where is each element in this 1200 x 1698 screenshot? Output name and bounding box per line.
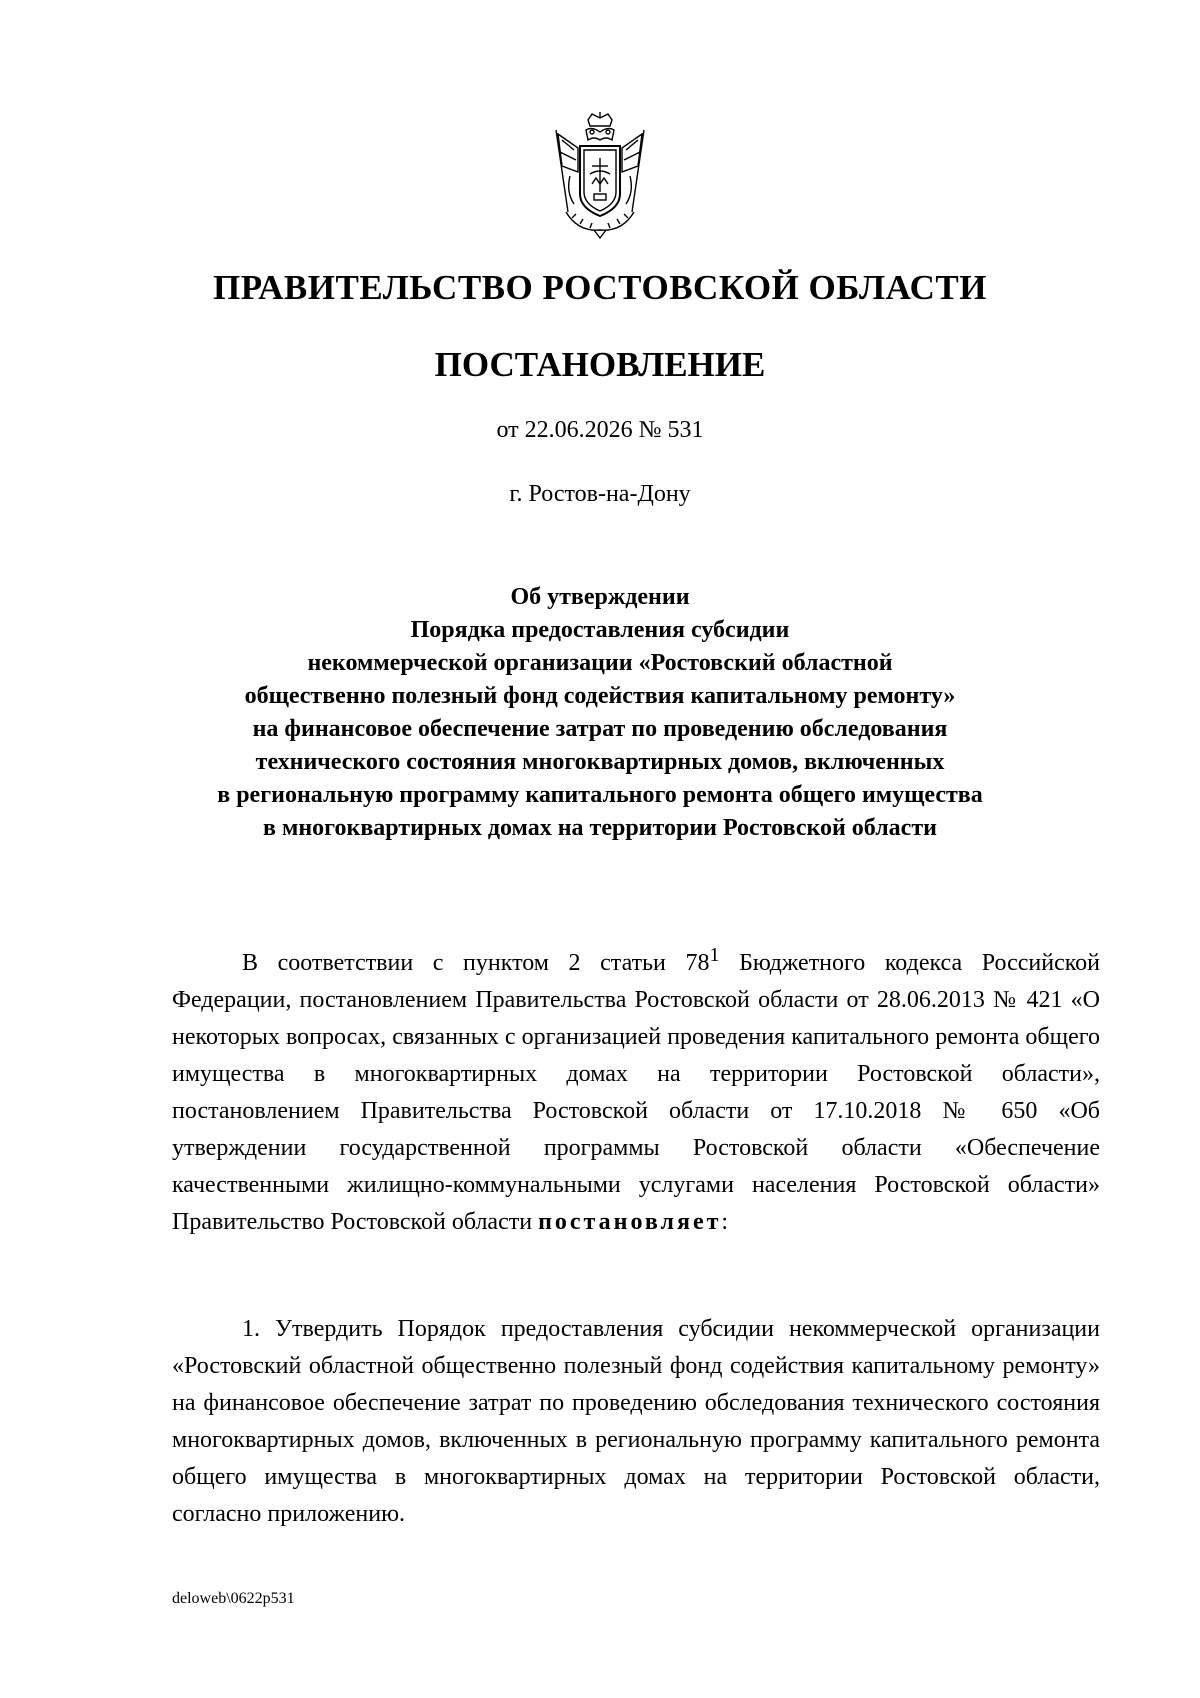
government-title: ПРАВИТЕЛЬСТВО РОСТОВСКОЙ ОБЛАСТИ bbox=[213, 268, 987, 307]
subject-line: технического состояния многоквартирных домов, включенных bbox=[255, 749, 945, 775]
subject-line: Порядка предоставления субсидии bbox=[410, 617, 790, 643]
preamble-text: Бюджетного кодекса Российской Федерации, постановлением Правительства Ростовской области от 28.06.2013 № 421 «О некоторых вопросах, связанных с организацией проведения капитального ремонта общего имущества в многоквартирных домах на территории Ростовской области», постановлением Правительства Ростовской области от 17.10.2018 № 650 «Об утверждении государственной программы Ростовской области «Обеспечение качественными жилищно-коммунальными услугами населения Ростовской области» Правительство Ростовской области bbox=[172, 950, 1101, 1235]
article-superscript: 1 bbox=[709, 944, 720, 966]
preamble-paragraph bbox=[172, 937, 1100, 1241]
resolves-keyword: постановляет bbox=[538, 1209, 722, 1235]
subject-line: в региональную программу капитального ремонта общего имущества bbox=[217, 782, 983, 808]
subject-line: на финансовое обеспечение затрат по проведению обследования bbox=[252, 716, 948, 742]
subject-line: Об утверждении bbox=[510, 584, 690, 610]
subject-line: общественно полезный фонд содействия капитальному ремонту» bbox=[244, 683, 956, 709]
subject-line: в многоквартирных домах на территории Ростовской области bbox=[263, 815, 937, 841]
preamble-start: В соответствии с пунктом 2 статьи 78 bbox=[242, 950, 710, 976]
coat-of-arms-icon bbox=[548, 112, 652, 240]
document-city: г. Ростов-на-Дону bbox=[509, 481, 691, 507]
document-date-number: от 22.06.2026 № 531 bbox=[496, 417, 704, 443]
document-type-title: ПОСТАНОВЛЕНИЕ bbox=[434, 345, 766, 384]
document-subject bbox=[130, 581, 1070, 845]
preamble-end: : bbox=[721, 1209, 729, 1235]
file-reference: deloweb\0622p531 bbox=[172, 1590, 295, 1607]
item-1-paragraph: 1. Утвердить Порядок предоставления субсидии некоммерческой организации «Ростовский областной общественно полезный фонд содействия капитальному ремонту» на финансовое обеспечение затрат по проведению обследования технического состояния многоквартирных домов, включенных в региональную программу капитального ремонта общего имущества в многоквартирных домах на территории Ростовской области, согласно приложению. bbox=[172, 1316, 1100, 1527]
subject-line: некоммерческой организации «Ростовский областной bbox=[307, 650, 893, 676]
